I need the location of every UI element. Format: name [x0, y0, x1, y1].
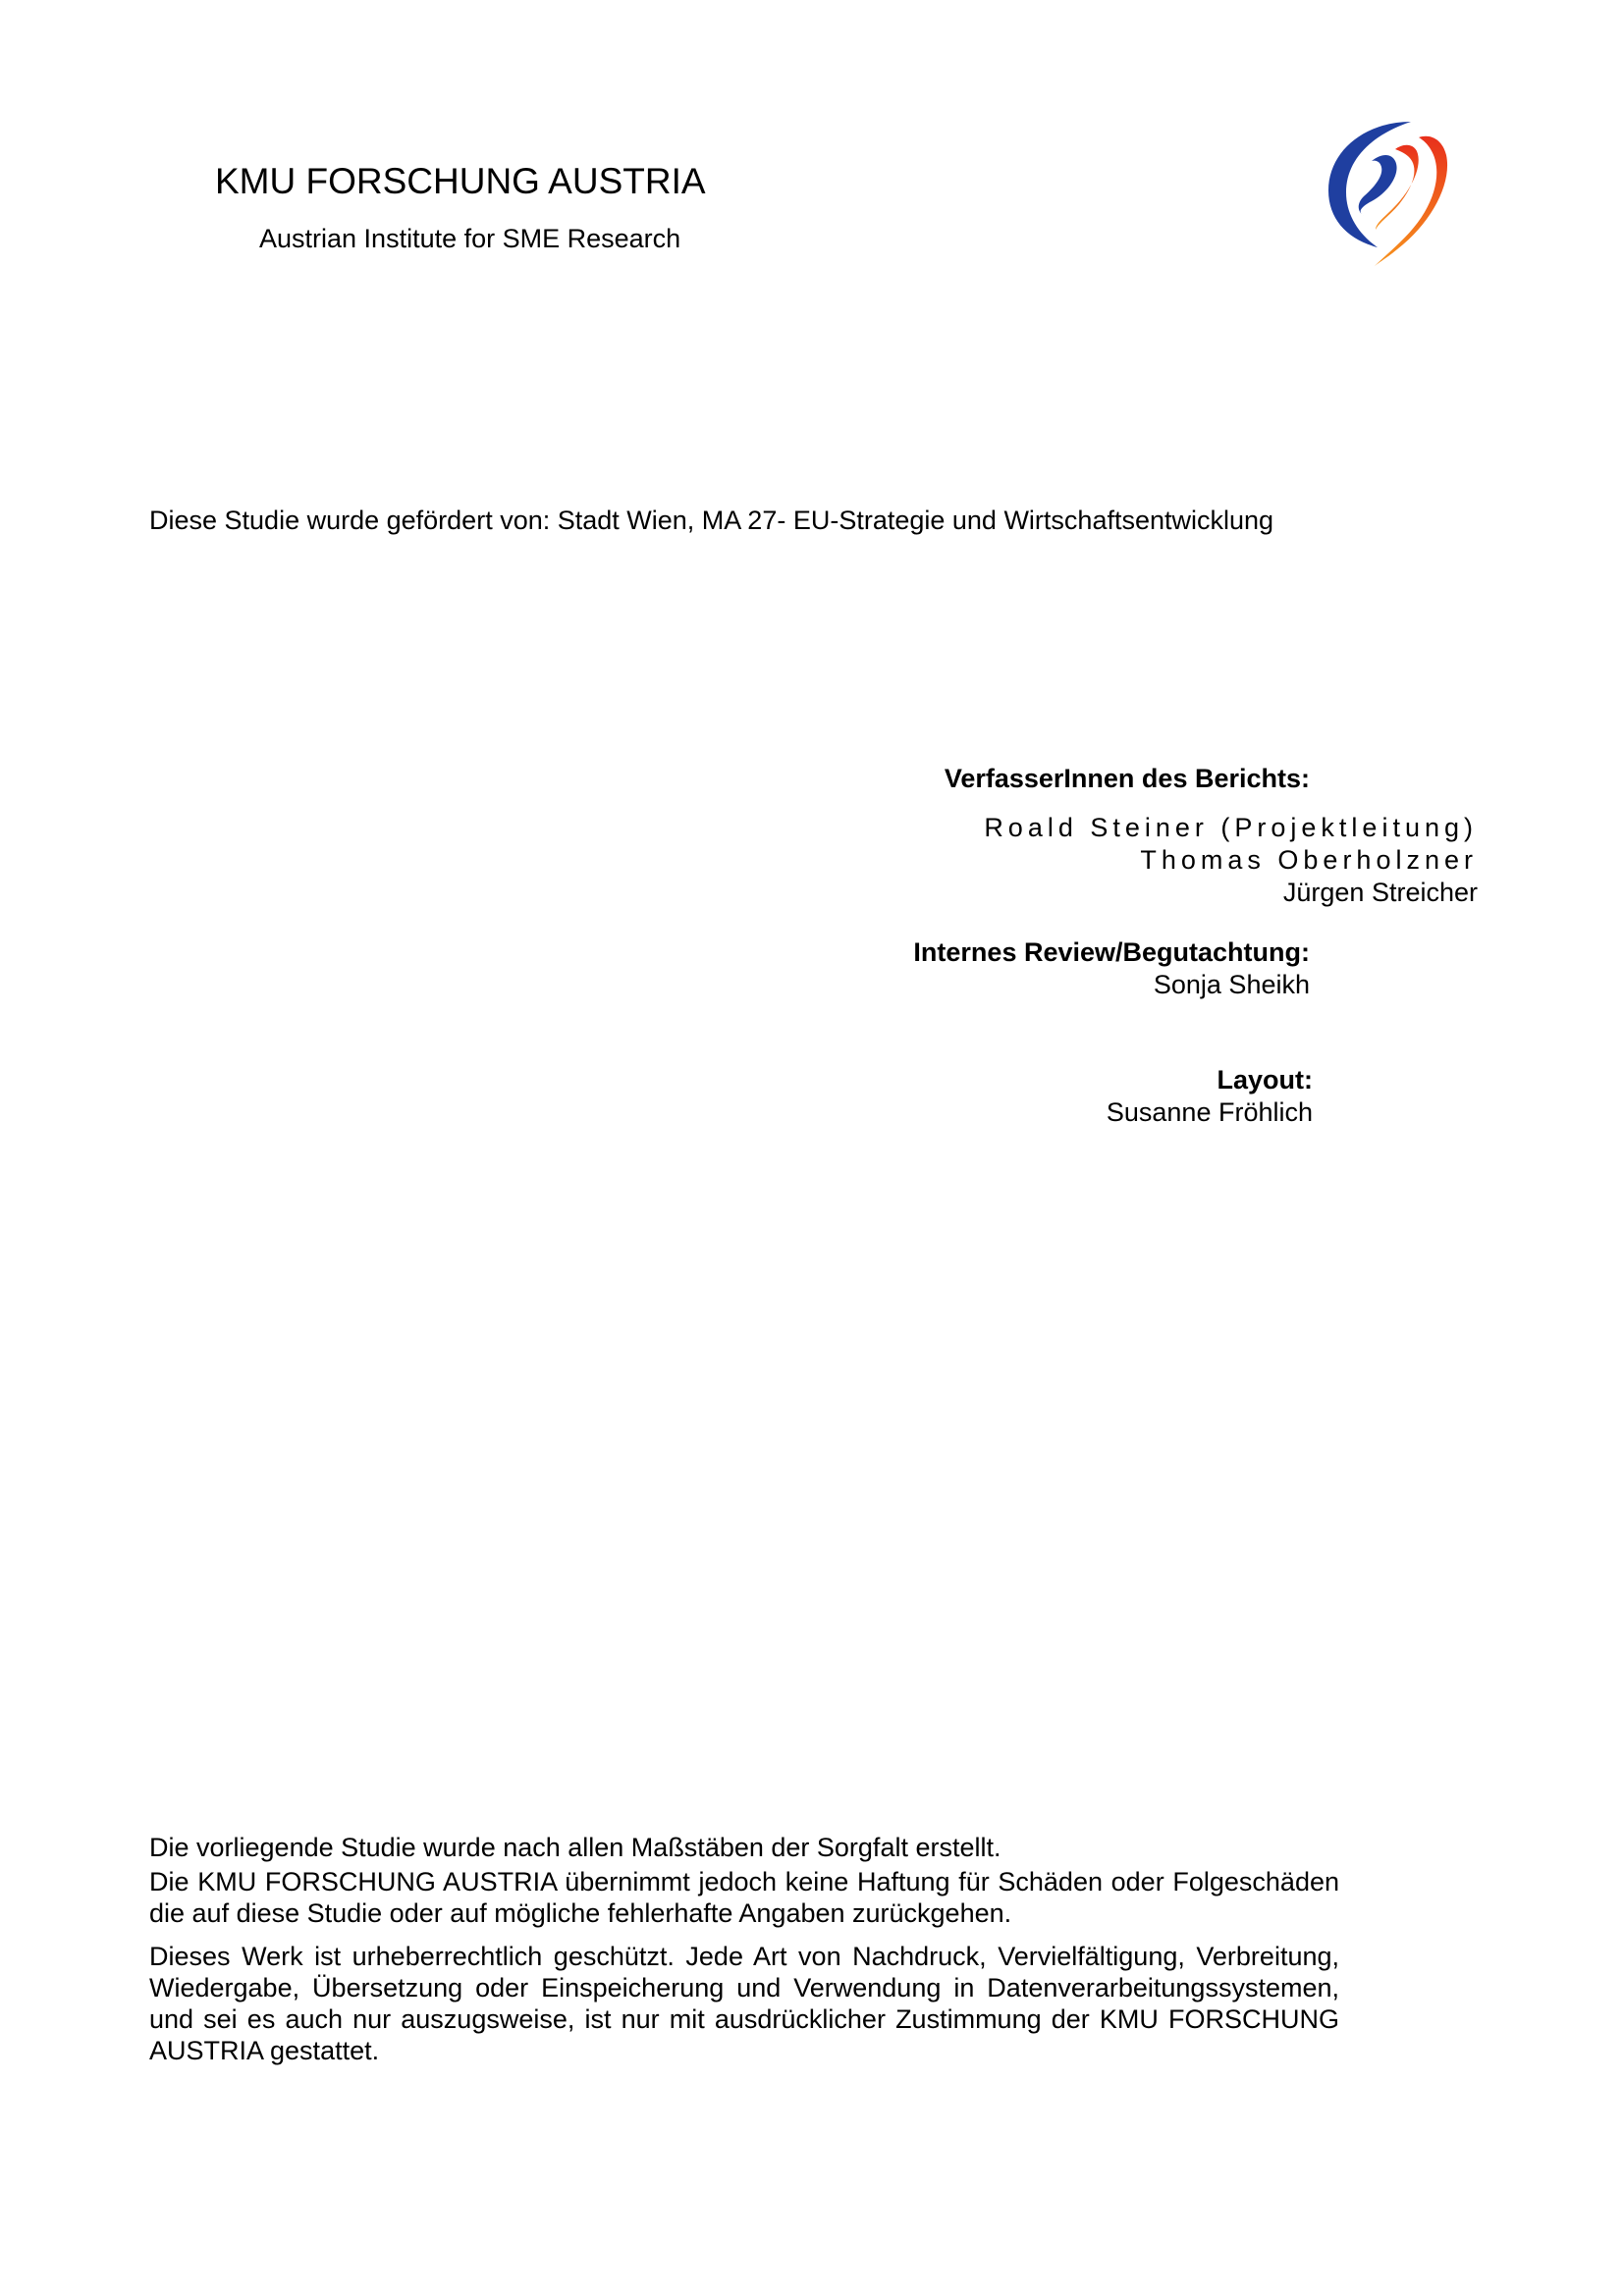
organization-name: KMU FORSCHUNG AUSTRIA — [215, 161, 706, 201]
layout-designer-name: Susanne Fröhlich — [1106, 1097, 1313, 1127]
disclaimer-care-statement: Die vorliegende Studie wurde nach allen Maßstäben der Sorgfalt erstellt. — [149, 1833, 1001, 1862]
kmu-forschung-logo-icon — [1321, 114, 1458, 271]
organization-subtitle: Austrian Institute for SME Research — [259, 224, 681, 253]
reviewer-name: Sonja Sheikh — [1153, 970, 1310, 999]
disclaimer-liability-paragraph: Die KMU FORSCHUNG AUSTRIA übernimmt jedoch keine Haftung für Schäden oder Folgeschäden die auf diese Studie oder auf mögliche fehlerhafte Angaben zurückgehen. — [149, 1867, 1339, 1928]
author-name: Thomas Oberholzner — [1140, 845, 1478, 875]
authors-heading: VerfasserInnen des Berichts: — [944, 764, 1310, 793]
review-heading: Internes Review/Begutachtung: — [913, 937, 1310, 967]
author-name: Jürgen Streicher — [1282, 878, 1478, 907]
layout-heading: Layout: — [1217, 1065, 1313, 1095]
disclaimer-section — [149, 1832, 1339, 2078]
funding-statement: Diese Studie wurde gefördert von: Stadt Wien, MA 27- EU-Strategie und Wirtschaftsentwicklung — [149, 506, 1274, 535]
author-name: Roald Steiner (Projektleitung) — [984, 813, 1478, 842]
disclaimer-copyright-paragraph: Dieses Werk ist urheberrechtlich geschützt. Jede Art von Nachdruck, Vervielfältigung, Verbreitung, Wiedergabe, Übersetzung oder Einspeicherung und Verwendung in Datenverarbeitungssystemen, und sei es auch nur auszugsweise, ist nur mit ausdrücklicher Zustimmung der KMU FORSCHUNG AUSTRIA gestattet. — [149, 1942, 1339, 2065]
